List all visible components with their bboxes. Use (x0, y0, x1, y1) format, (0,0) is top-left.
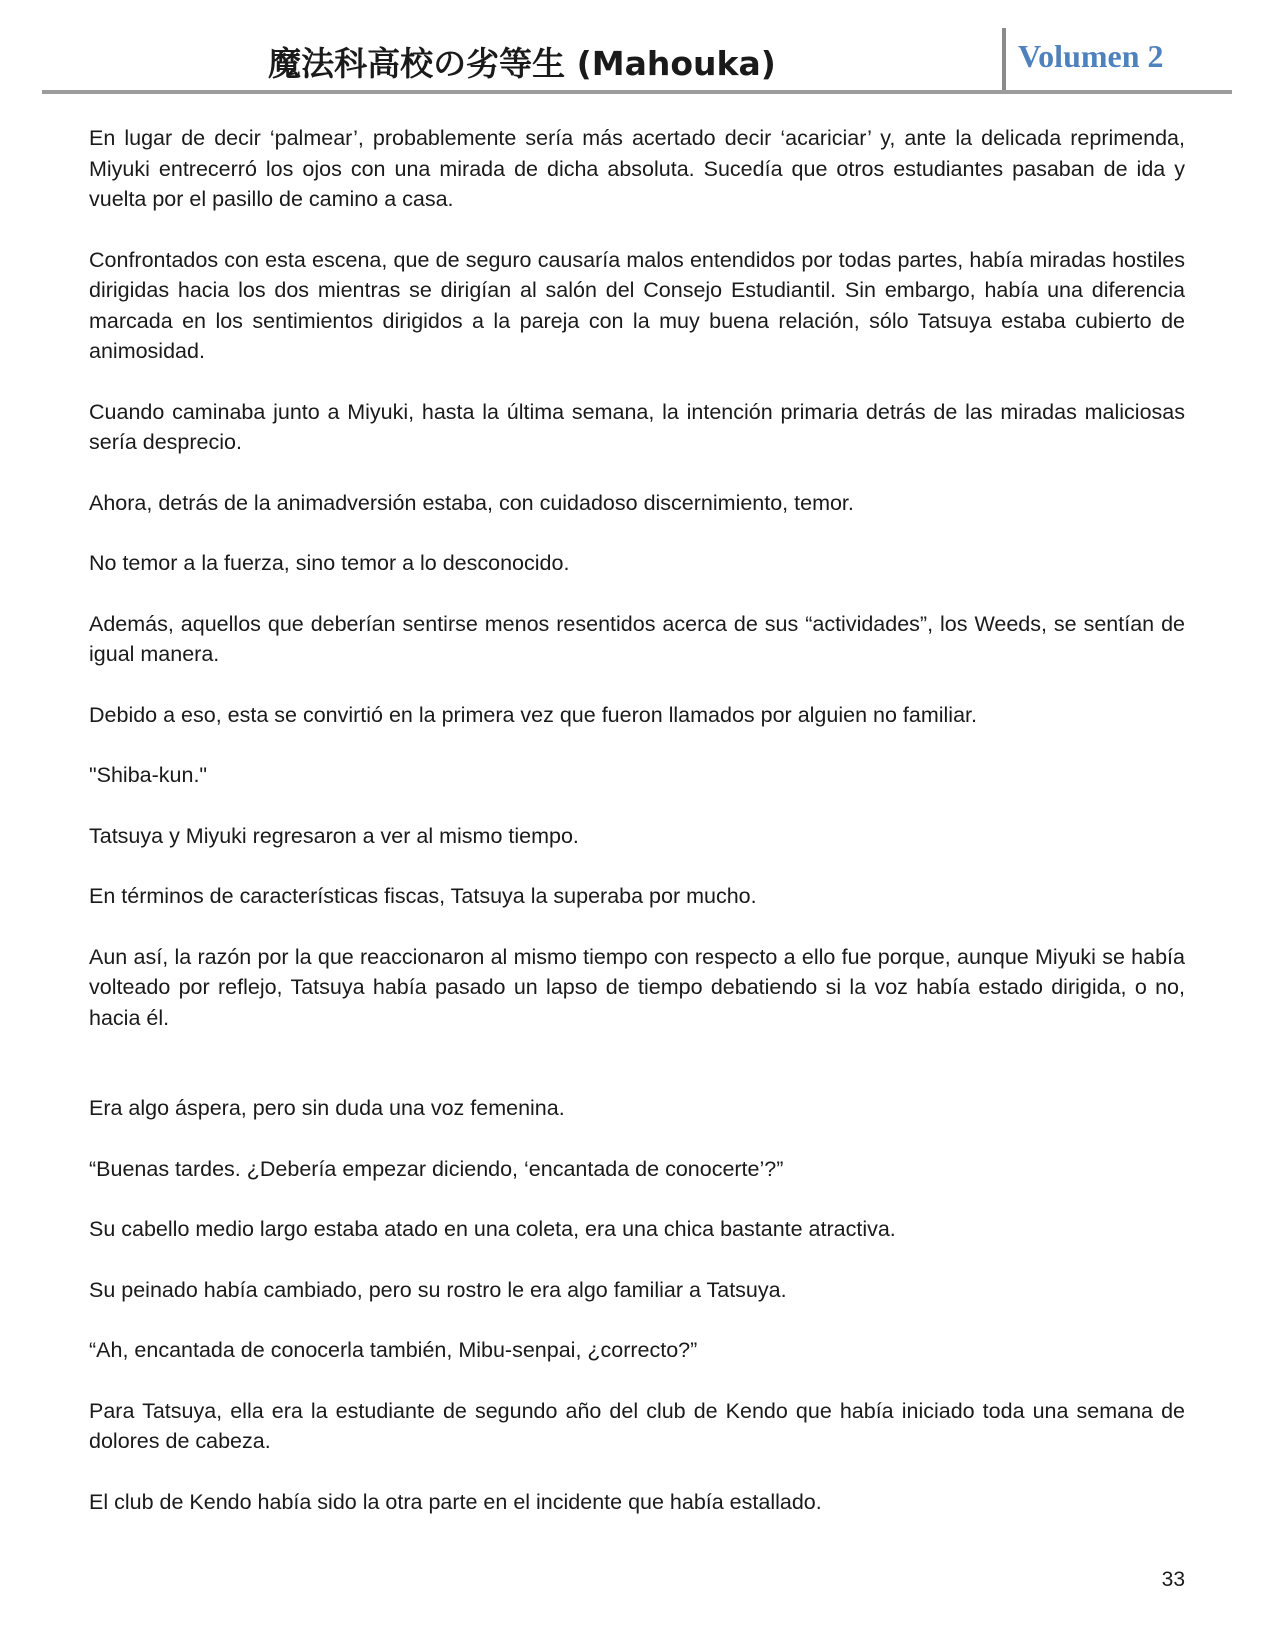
paragraph: “Buenas tardes. ¿Debería empezar diciendo, ‘encantada de conocerte’?” (89, 1156, 784, 1181)
paragraph: Era algo áspera, pero sin duda una voz femenina. (89, 1096, 565, 1120)
paragraph: El club de Kendo había sido la otra parte en el incidente que había estallado. (89, 1489, 822, 1514)
paragraph: En lugar de decir ‘palmear’, probablemente sería más acertado decir ‘acariciar’ y, ante la delicada reprimenda, Miyuki entrecerró los ojos con una mirada de dicha absoluta. Sucedía que otros estudiantes pasaban de ida y vuelta por el pasillo de camino a casa. (89, 126, 1185, 211)
paragraph: Para Tatsuya, ella era la estudiante de segundo año del club de Kendo que había iniciado toda una semana de dolores de cabeza. (89, 1398, 1185, 1453)
paragraph: Debido a eso, esta se convirtió en la primera vez que fueron llamados por alguien no familiar. (89, 702, 977, 727)
page-body (89, 123, 1185, 1547)
paragraph: "Shiba-kun." (89, 763, 208, 787)
paragraph: Además, aquellos que deberían sentirse menos resentidos acerca de sus “actividades”, los Weeds, se sentían de igual manera. (89, 611, 1185, 666)
header-rule (42, 90, 1232, 94)
paragraph: Tatsuya y Miyuki regresaron a ver al mismo tiempo. (89, 823, 579, 848)
paragraph: Cuando caminaba junto a Miyuki, hasta la última semana, la intención primaria detrás de las miradas maliciosas sería desprecio. (89, 399, 1185, 454)
book-title: 魔法科高校の劣等生 (Mahouka) (268, 44, 776, 83)
paragraph: “Ah, encantada de conocerla también, Mibu-senpai, ¿correcto?” (89, 1338, 698, 1362)
paragraph: No temor a la fuerza, sino temor a lo desconocido. (89, 551, 570, 575)
header-divider (1002, 28, 1006, 92)
paragraph: En términos de características fiscas, Tatsuya la superaba por mucho. (89, 884, 757, 908)
paragraph: Ahora, detrás de la animadversión estaba, con cuidadoso discernimiento, temor. (89, 490, 854, 515)
page-header (42, 28, 1232, 94)
paragraph: Su cabello medio largo estaba atado en una coleta, era una chica bastante atractiva. (89, 1217, 896, 1241)
page-number: 33 (1161, 1568, 1185, 1591)
paragraph: Su peinado había cambiado, pero su rostro le era algo familiar a Tatsuya. (89, 1277, 787, 1302)
paragraph: Aun así, la razón por la que reaccionaron al mismo tiempo con respecto a ello fue porque, aunque Miyuki se había volteado por reflejo, Tatsuya había pasado un lapso de tiempo debatiendo si la voz había estado dirigida, o no, hacia él. (89, 944, 1185, 1030)
paragraph: Confrontados con esta escena, que de seguro causaría malos entendidos por todas partes, había miradas hostiles dirigidas hacia los dos mientras se dirigían al salón del Consejo Estudiantil. Sin embargo, había una diferencia marcada en los sentimientos dirigidos a la pareja con la muy buena relación, sólo Tatsuya estaba cubierto de animosidad. (89, 247, 1185, 363)
volume-label: Volumen 2 (1018, 38, 1164, 74)
